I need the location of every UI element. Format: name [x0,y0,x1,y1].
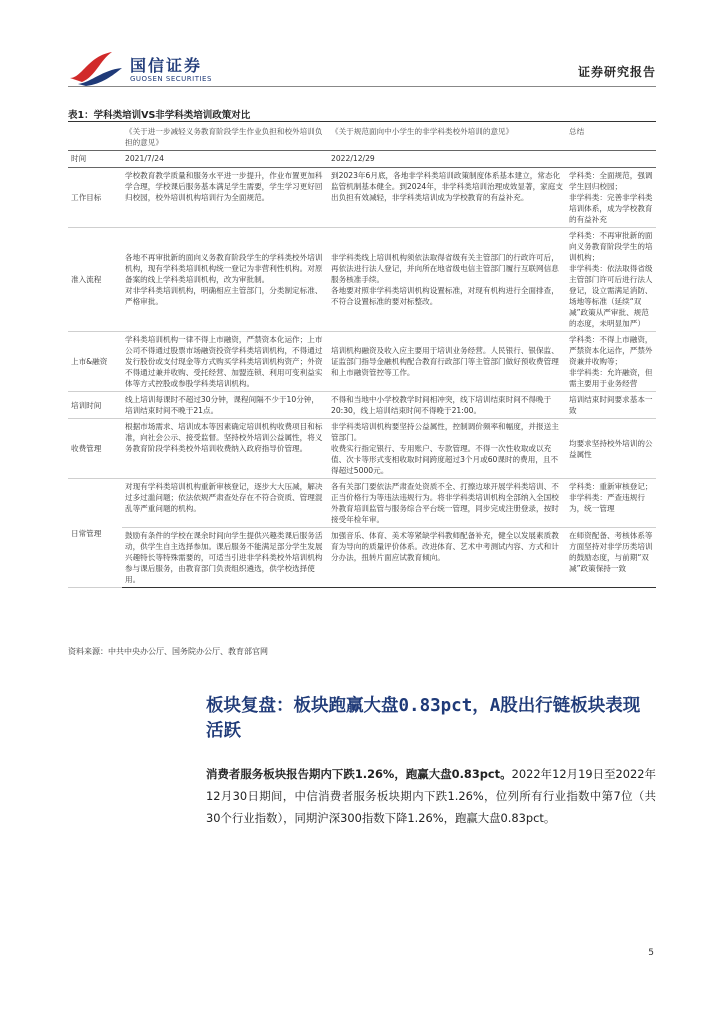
row-category: 收费管理 [68,419,122,479]
paragraph-body: 2022年12月19日至2022年12月30日期间，中信消费者服务板块期内下跌1.26%，位列所有行业指数中第7位（共30个行业指数），同期沪深300指数下降1.26%，跑赢大盘0.83pct。 [206,767,656,825]
section-heading: 板块复盘：板块跑赢大盘0.83pct，A股出行链板块表现活跃 [206,696,641,741]
cell-summary: 培训结束时间要求基本一致 [566,392,656,419]
header-cell [68,122,122,151]
policy-comparison-table [68,121,656,588]
table-source-note: 资料来源：中共中央办公厅、国务院办公厅、教育部官网 [68,647,268,656]
table-row [68,228,656,332]
cell-summary: 学科类：不再审批新的面向义务教育阶段学生的培训机构； 非学科类：依法取得省级主管部门许可后进行法人登记，设立需满足消防、场地等标准（延续“双减”政策从严审批、规范的态度，未明显加严） [566,228,656,332]
cell-policy-b: 培训机构融资及收入应主要用于培训业务经营。人民银行、银保监、证监部门指导金融机构配合教育行政部门等主管部门做好预收费管理和上市融资管控等工作。 [328,332,566,392]
cell-policy-b: 到2023年6月底，各地非学科类培训政策制度体系基本建立，常态化监管机制基本健全。到2024年，非学科类培训治理成效显著，家庭支出负担有效减轻，非学科类培训成为学校教育的有益补充。 [328,168,566,228]
page-header [0,0,724,90]
table-row [68,168,656,228]
header-cell: 总结 [566,122,656,151]
cell-summary: 学科类：全面规范，强调学生回归校园； 非学科类：完善非学科类培训体系，成为学校教育的有益补充 [566,168,656,228]
paragraph-lead: 消费者服务板块报告期内下跌1.26%，跑赢大盘0.83pct。 [206,767,512,781]
table-header-row [68,122,656,151]
cell-policy-a: 对现有学科类培训机构重新审核登记，逐步大大压减，解决过多过滥问题；依法依规严肃查处存在不符合资质、管理混乱等严重问题的机构。 [122,479,328,528]
cell-summary: 均要求坚持校外培训的公益属性 [566,419,656,479]
guosen-logo-icon [68,48,124,86]
cell-policy-a: 学校教育教学质量和服务水平进一步提升，作业布置更加科学合理，学校课后服务基本满足学生需要，学生学习更好回归校园，校外培训机构培训行为全面规范。 [122,168,328,228]
cell-summary: 在师资配备、考核体系等方面坚持对非学历类培训的鼓励态度，与前期“双减”政策保持一致 [566,528,656,588]
page-number: 5 [648,948,654,958]
table-time-row [68,151,656,168]
cell-policy-b: 非学科类线上培训机构须依法取得省级有关主管部门的行政许可后，再依法进行法人登记，并向所在地省级电信主管部门履行互联网信息服务核准手续。 各地要对照非学科类培训机构设置标准，对现有机构进行全面排查，不符合设置标准的要对标整改。 [328,228,566,332]
table-row [68,419,656,479]
table-row [68,392,656,419]
report-type: 证券研究报告 [577,65,656,79]
brand-name-cn: 国信证券 [130,56,203,75]
cell-policy-a: 学科类培训机构一律不得上市融资，严禁资本化运作；上市公司不得通过股票市场融资投资学科类培训机构，不得通过发行股份或支付现金等方式购买学科类培训机构资产；外资不得通过兼并收购、受托经营、加盟连锁、利用可变利益实体等方式控股或参股学科类培训机构。 [122,332,328,392]
cell-policy-b: 不得和当地中小学校教学时间相冲突，线下培训结束时间不得晚于20:30，线上培训结束时间不得晚于21:00。 [328,392,566,419]
row-category: 准入流程 [68,228,122,332]
time-label: 时间 [68,151,122,168]
table-row [68,528,656,588]
table-row [68,479,656,528]
table-row [68,332,656,392]
table-title: 表1：学科类培训VS非学科类培训政策对比 [68,110,251,121]
cell-summary: 学科类：不得上市融资，严禁资本化运作，严禁外资兼并收购等； 非学科类：允许融资，但需主要用于业务经营 [566,332,656,392]
row-category: 上市&融资 [68,332,122,392]
cell-policy-b: 加强音乐、体育、美术等紧缺学科教师配备补充，健全以发展素质教育为导向的质量评价体系。改进体育、艺术中考测试内容、方式和计分办法，扭转片面应试教育倾向。 [328,528,566,588]
cell-policy-b: 各有关部门要依法严肃查处资质不全、打擦边球开展学科类培训、不正当价格行为等违法违规行为。将非学科类培训机构全部纳入全国校外教育培训监管与服务综合平台统一管理，同步完成注册登录，按时接受年检年审。 [328,479,566,528]
cell-policy-b: 非学科类培训机构要坚持公益属性，控制调价频率和幅度，并报送主管部门。 收费实行指定银行、专用账户、专款管理。不得一次性收取或以充值、次卡等形式变相收取时间跨度超过3个月或60课时的费用，且不得超过5000元。 [328,419,566,479]
row-category: 工作目标 [68,168,122,228]
cell-policy-a: 各地不再审批新的面向义务教育阶段学生的学科类校外培训机构，现有学科类培训机构统一登记为非营利性机构。对原备案的线上学科类培训机构，改为审批制。 对非学科类培训机构，明确相应主管部门，分类制定标准、严格审批。 [122,228,328,332]
row-category: 培训时间 [68,392,122,419]
time-cell: 2022/12/29 [328,151,566,168]
brand-name-en: GUOSEN SECURITIES [130,75,212,83]
row-category: 日常管理 [68,479,122,588]
header-divider [68,86,656,87]
section-paragraph [206,763,656,829]
header-cell: 《关于规范面向中小学生的非学科类校外培训的意见》 [328,122,566,151]
cell-policy-a: 线上培训每课时不超过30分钟，课程间隔不少于10分钟，培训结束时间不晚于21点。 [122,392,328,419]
cell-policy-a: 鼓励有条件的学校在课余时间向学生提供兴趣类课后服务活动，供学生自主选择参加。课后服务不能满足部分学生发展兴趣特长等特殊需要的，可适当引进非学科类校外培训机构参与课后服务，由教育部门负责组织遴选，供学校选择使用。 [122,528,328,588]
header-cell: 《关于进一步减轻义务教育阶段学生作业负担和校外培训负担的意见》 [122,122,328,151]
cell-policy-a: 根据市场需求、培训成本等因素确定培训机构收费项目和标准，向社会公示、接受监督。坚持校外培训公益属性，将义务教育阶段学科类校外培训收费纳入政府指导价管理。 [122,419,328,479]
time-cell [566,151,656,168]
cell-summary: 学科类：重新审核登记； 非学科类：严查违规行为，统一管理 [566,479,656,528]
time-cell: 2021/7/24 [122,151,328,168]
